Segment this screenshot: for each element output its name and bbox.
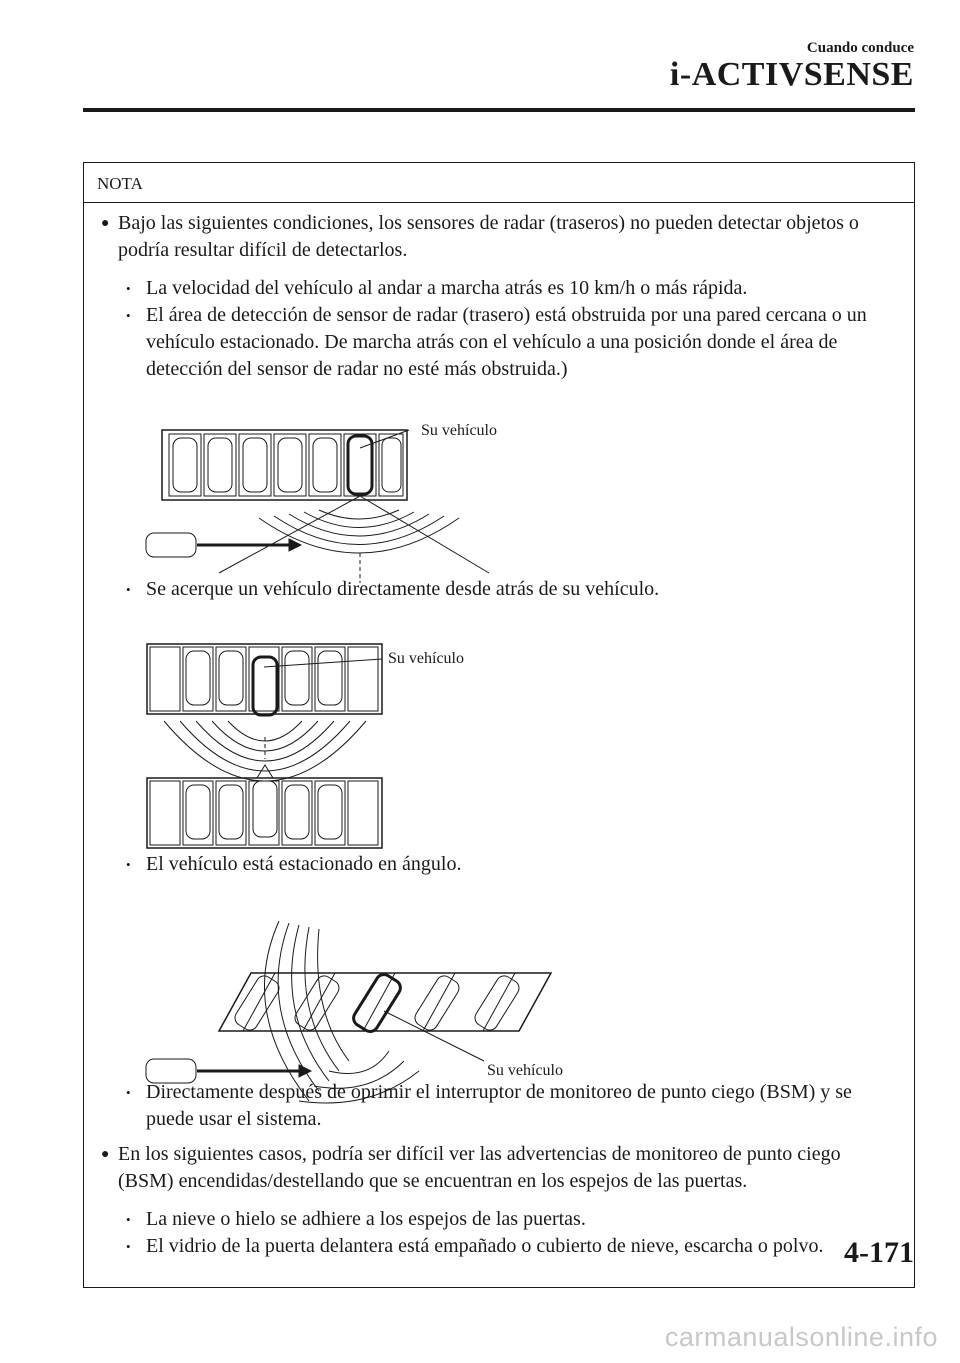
- bullet-text: En los siguientes casos, podría ser difícil ver las advertencias de monitoreo de punto ciego (BSM) encendidas/destellando que se encuentran en los espejos de las puertas.: [118, 1143, 841, 1192]
- note-heading: NOTA: [84, 163, 914, 203]
- figure-vehicle-from-behind: [144, 641, 504, 851]
- figure-wall-obstruction: [139, 408, 599, 583]
- sub-bullet-dot: •: [126, 281, 131, 296]
- sub-bullet-dot: •: [126, 1212, 131, 1227]
- sub-bullet-dot: •: [126, 1239, 131, 1254]
- sub-bullet-text: La velocidad del vehículo al andar a marcha atrás es 10 km/h o más rápida.: [146, 277, 748, 299]
- figure-label: Su vehículo: [487, 1062, 563, 1079]
- sub-bullet-text: La nieve o hielo se adhiere a los espejos de las puertas.: [146, 1208, 586, 1230]
- bullet-dot: ●: [101, 216, 110, 231]
- sub-bullet-dot: •: [126, 582, 131, 597]
- sub-bullet-dot: •: [126, 857, 131, 872]
- sub-bullet-text: Directamente después de oprimir el interruptor de monitoreo de punto ciego (BSM) y se puede usar el sistema.: [146, 1081, 852, 1130]
- bullet-dot: ●: [101, 1147, 110, 1162]
- note-box: [83, 162, 915, 1288]
- sub-bullet-text: El área de detección de sensor de radar (trasero) está obstruida por una pared cercana o un vehículo estacionado. De marcha atrás con el vehículo a una posición donde el área de detección del sensor de radar no esté más obstruida.): [146, 304, 867, 380]
- figure-label: Su vehículo: [388, 650, 464, 667]
- page-title: i-ACTIVSENSE: [669, 56, 914, 93]
- sub-bullet-text: Se acerque un vehículo directamente desde atrás de su vehículo.: [146, 578, 660, 600]
- bullet-text: Bajo las siguientes condiciones, los sensores de radar (traseros) no pueden detectar objetos o podría resultar difícil de detectarlos.: [118, 212, 859, 261]
- sub-bullet-text: El vehículo está estacionado en ángulo.: [146, 853, 462, 875]
- section-title: Cuando conduce: [806, 40, 914, 56]
- sub-bullet-dot: •: [126, 1085, 131, 1100]
- page-number: 4-171: [844, 1236, 914, 1269]
- header-rule: [83, 108, 915, 112]
- watermark: carmanualsonline.info: [664, 1322, 938, 1352]
- figure-label: Su vehículo: [421, 422, 497, 439]
- sub-bullet-text: El vidrio de la puerta delantera está empañado o cubierto de nieve, escarcha o polvo.: [146, 1235, 824, 1257]
- sub-bullet-dot: •: [126, 308, 131, 323]
